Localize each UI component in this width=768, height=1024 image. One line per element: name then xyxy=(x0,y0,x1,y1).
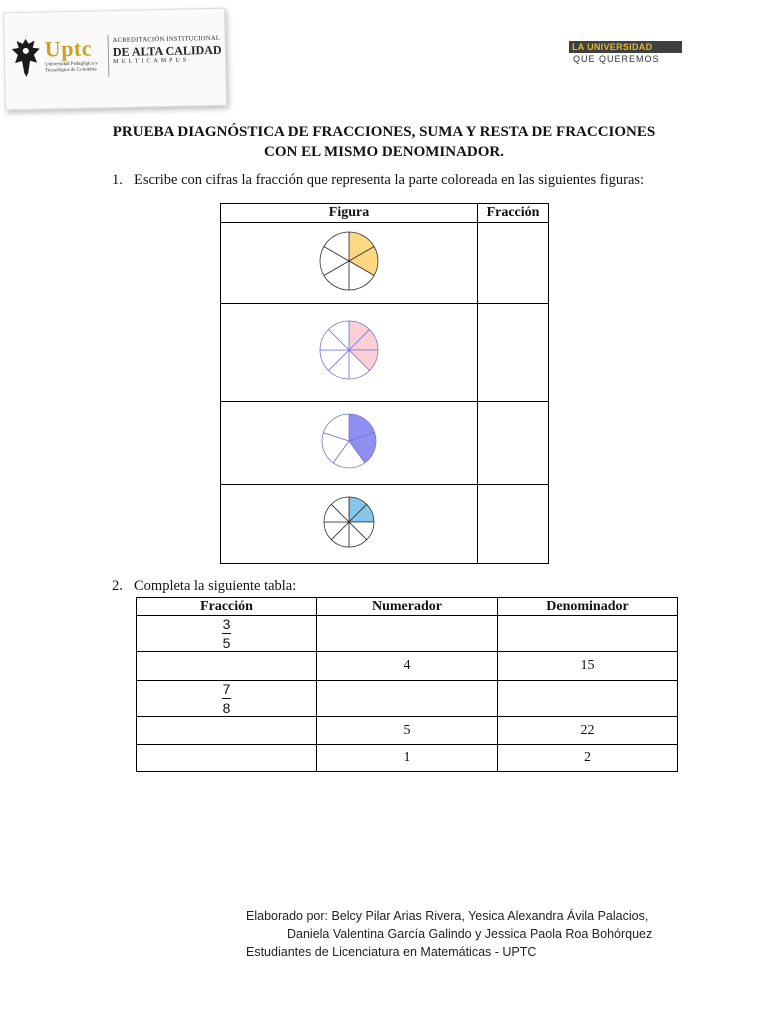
fraction-cell[interactable] xyxy=(137,717,317,745)
denominator-cell[interactable] xyxy=(498,616,678,652)
pie-figure-2 xyxy=(318,319,380,381)
multicampus-label: MULTICAMPUS xyxy=(113,57,190,66)
title-line-2: CON EL MISMO DENOMINADOR. xyxy=(263,144,504,160)
answer-cell-2[interactable] xyxy=(478,304,549,402)
fraction-numerator: 3 xyxy=(222,616,231,632)
denominator-cell[interactable] xyxy=(498,681,678,717)
question-1 xyxy=(112,172,644,189)
footer-line-2: Daniela Valentina García Galindo y Jessica Paola Roa Bohórquez xyxy=(287,927,653,941)
footer-line-3: Estudiantes de Licenciatura en Matemáticas - UPTC xyxy=(246,945,537,959)
university-name: Universidad Pedagógica y Tecnológica de Colombia xyxy=(45,61,98,74)
accreditation-line: ACREDITACIÓN INSTITUCIONAL xyxy=(112,34,221,45)
fraction-3-5 xyxy=(222,616,231,651)
denominator-cell: 22 xyxy=(498,717,678,745)
logo-divider xyxy=(107,35,109,77)
fraction-cell xyxy=(137,681,317,717)
answer-cell-3[interactable] xyxy=(478,402,549,485)
numerator-cell[interactable] xyxy=(317,681,498,717)
pie-figure-1 xyxy=(318,230,380,292)
fraction-bar xyxy=(222,698,231,699)
answer-cell-4[interactable] xyxy=(478,485,549,564)
eagle-emblem-icon xyxy=(10,35,41,80)
answer-cell-1[interactable] xyxy=(478,223,549,304)
fraction-cell xyxy=(137,616,317,652)
denominator-cell: 15 xyxy=(498,652,678,681)
figures-table xyxy=(220,203,549,564)
question-1-text: Escribe con cifras la fracción que representa la parte coloreada en las siguientes figuras: xyxy=(134,172,645,188)
fraction-cell[interactable] xyxy=(137,745,317,772)
numerator-cell: 1 xyxy=(317,745,498,772)
fraction-cell[interactable] xyxy=(137,652,317,681)
figure-header: Figura xyxy=(221,204,478,223)
denominator-cell: 2 xyxy=(498,745,678,772)
accreditation-main: DE ALTA CALIDAD xyxy=(112,42,222,60)
uptc-wordmark: Uptc xyxy=(44,35,93,62)
pie-figure-3 xyxy=(320,412,378,470)
denominator-col-header: Denominador xyxy=(498,598,678,616)
fraction-7-8 xyxy=(222,681,231,716)
title-line-1: PRUEBA DIAGNÓSTICA DE FRACCIONES, SUMA Y RESTA DE FRACCIONES xyxy=(112,124,656,140)
slogan-banner: LA UNIVERSIDAD xyxy=(569,41,682,53)
numerator-cell: 5 xyxy=(317,717,498,745)
fraction-denominator: 8 xyxy=(222,700,231,716)
question-2-number: 2. xyxy=(112,578,123,594)
numerator-col-header: Numerador xyxy=(317,598,498,616)
document-title xyxy=(0,122,768,162)
numerator-cell[interactable] xyxy=(317,616,498,652)
fraction-col-header: Fracción xyxy=(137,598,317,616)
fraction-bar xyxy=(222,633,231,634)
slogan-subtitle: QUE QUEREMOS xyxy=(573,54,660,64)
fraction-numerator: 7 xyxy=(222,681,231,697)
question-2 xyxy=(112,578,296,595)
question-1-number: 1. xyxy=(112,172,123,188)
fraction-denominator: 5 xyxy=(222,635,231,651)
fractions-table xyxy=(136,597,678,772)
fraction-header: Fracción xyxy=(478,204,549,223)
pie-figure-4 xyxy=(322,495,376,549)
numerator-cell: 4 xyxy=(317,652,498,681)
footer-line-1: Elaborado por: Belcy Pilar Arias Rivera, Yesica Alexandra Ávila Palacios, xyxy=(246,909,649,923)
question-2-text: Completa la siguiente tabla: xyxy=(134,578,297,594)
uptc-logo-card xyxy=(3,8,227,111)
